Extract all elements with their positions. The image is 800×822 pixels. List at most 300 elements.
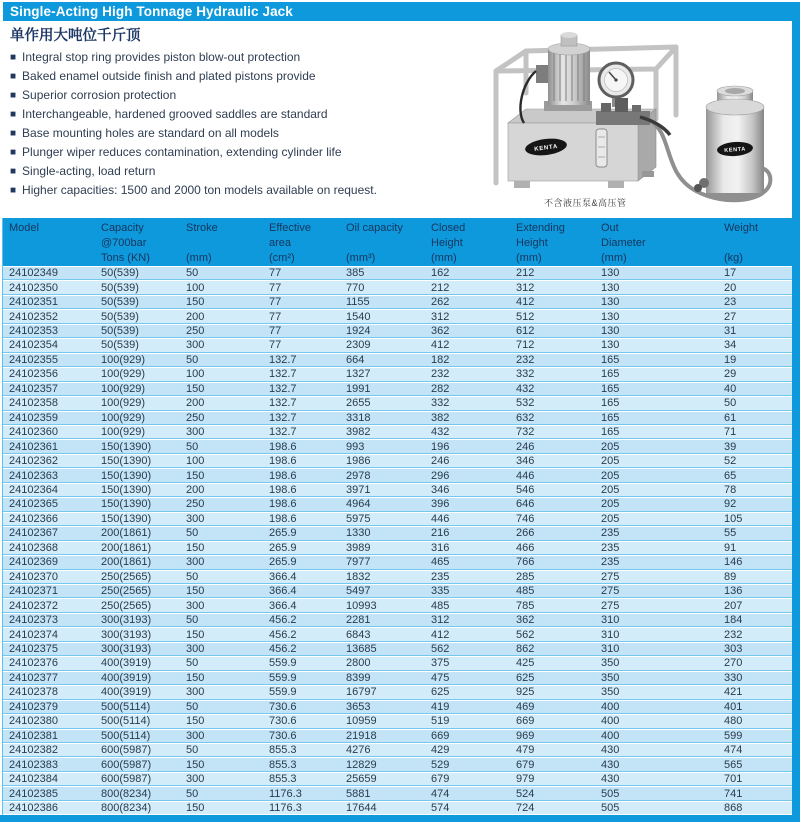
table-cell: 785 [516, 599, 535, 612]
table-cell: 200 [186, 310, 205, 323]
table-row [3, 497, 792, 511]
table-cell: 24102367 [9, 527, 58, 540]
table-cell: 205 [601, 498, 620, 511]
table-cell: 664 [346, 353, 365, 366]
table-cell: 430 [601, 758, 620, 771]
table-cell: 396 [431, 498, 450, 511]
table-cell: 24102362 [9, 455, 58, 468]
table-cell: 421 [724, 686, 743, 699]
table-cell: 17644 [346, 801, 377, 814]
table-cell: 475 [431, 671, 450, 684]
table-cell: 132.7 [269, 426, 297, 439]
table-cell: 1155 [346, 296, 370, 309]
table-cell: 24102369 [9, 556, 58, 569]
table-cell: 100(929) [101, 353, 146, 366]
table-cell: 184 [724, 614, 743, 627]
table-cell: 50 [724, 397, 737, 410]
table-cell: 24102363 [9, 469, 58, 482]
table-cell: 300 [186, 773, 205, 786]
table-cell: 235 [601, 527, 620, 540]
column-header: Out Diameter (mm) [601, 222, 646, 264]
table-cell: 855.3 [269, 758, 297, 771]
table-cell: 24102383 [9, 758, 58, 771]
feature-text: Superior corrosion protection [22, 88, 177, 102]
table-cell: 165 [601, 353, 620, 366]
table-cell: 50(539) [101, 296, 139, 309]
table-cell: 205 [601, 469, 620, 482]
table-cell: 275 [601, 570, 620, 583]
table-cell: 77 [269, 339, 282, 352]
table-cell: 24102385 [9, 787, 58, 800]
table-cell: 150 [186, 758, 205, 771]
table-cell: 50(539) [101, 310, 139, 323]
table-cell: 5975 [346, 512, 371, 525]
table-cell: 632 [516, 411, 535, 424]
table-cell: 669 [431, 729, 450, 742]
table-cell: 400(3919) [101, 686, 152, 699]
image-caption: 不含液压泵&高压管 [544, 198, 627, 208]
table-row [3, 627, 792, 641]
table-cell: 198.6 [269, 440, 297, 453]
table-cell: 2978 [346, 469, 371, 482]
table-cell: 24102377 [9, 671, 58, 684]
table-cell: 310 [601, 614, 620, 627]
table-cell: 77 [269, 267, 282, 280]
table-cell: 12829 [346, 758, 377, 771]
column-header: Closed Height (mm) [431, 222, 466, 264]
table-cell: 200 [186, 484, 205, 497]
table-cell: 200(1861) [101, 556, 152, 569]
table-cell: 574 [431, 801, 450, 814]
table-cell: 50 [186, 787, 199, 800]
table-row [3, 801, 792, 815]
table-cell: 105 [724, 512, 743, 525]
table-cell: 24102366 [9, 512, 58, 525]
table-cell: 6843 [346, 628, 371, 641]
chinese-subtitle: 单作用大吨位千斤顶 [10, 28, 141, 44]
table-cell: 300 [186, 339, 205, 352]
table-row [3, 729, 792, 743]
table-cell: 600(5987) [101, 758, 152, 771]
bullet-square-icon: ■ [10, 71, 17, 82]
table-cell: 3971 [346, 484, 371, 497]
table-cell: 466 [516, 541, 535, 554]
table-cell: 150(1390) [101, 512, 152, 525]
table-cell: 207 [724, 599, 743, 612]
column-header: Oil capacity (mm³) [346, 222, 403, 264]
table-cell: 724 [516, 801, 535, 814]
table-cell: 78 [724, 484, 737, 497]
table-cell: 24102357 [9, 382, 58, 395]
table-cell: 24102376 [9, 657, 58, 670]
table-cell: 130 [601, 296, 620, 309]
table-cell: 24102384 [9, 773, 58, 786]
table-cell: 3653 [346, 700, 371, 713]
table-cell: 50 [186, 440, 199, 453]
table-cell: 92 [724, 498, 737, 511]
table-row [3, 295, 792, 309]
table-cell: 3318 [346, 411, 371, 424]
table-row [3, 439, 792, 453]
table-cell: 24102354 [9, 339, 58, 352]
table-cell: 855.3 [269, 773, 297, 786]
table-cell: 250(2565) [101, 599, 152, 612]
table-cell: 419 [431, 700, 450, 713]
table-cell: 505 [601, 787, 620, 800]
table-cell: 24102356 [9, 368, 58, 381]
table-cell: 969 [516, 729, 535, 742]
table-cell: 382 [431, 411, 450, 424]
table-cell: 17 [724, 267, 737, 280]
table-cell: 132.7 [269, 382, 297, 395]
bullet-square-icon: ■ [10, 109, 17, 120]
table-cell: 512 [516, 310, 535, 323]
table-cell: 346 [516, 455, 535, 468]
table-cell: 24102359 [9, 411, 58, 424]
table-cell: 430 [601, 773, 620, 786]
table-cell: 559.9 [269, 686, 297, 699]
table-header-row [3, 218, 792, 266]
table-cell: 150(1390) [101, 440, 152, 453]
column-header: Effective area (cm²) [269, 222, 311, 264]
table-cell: 50 [186, 353, 199, 366]
table-cell: 182 [431, 353, 450, 366]
table-row [3, 671, 792, 685]
table-cell: 2281 [346, 614, 371, 627]
table-cell: 303 [724, 643, 743, 655]
table-cell: 565 [724, 758, 743, 771]
table-row [3, 382, 792, 396]
table-cell: 24102370 [9, 570, 58, 583]
table-cell: 8399 [346, 671, 371, 684]
table-cell: 132.7 [269, 353, 297, 366]
table-row [3, 700, 792, 714]
table-cell: 232 [724, 628, 743, 641]
table-cell: 296 [431, 469, 450, 482]
table-cell: 150(1390) [101, 484, 152, 497]
table-cell: 165 [601, 368, 620, 381]
table-cell: 130 [601, 310, 620, 323]
table-cell: 1986 [346, 455, 371, 468]
table-cell: 212 [431, 281, 450, 294]
table-cell: 146 [724, 556, 743, 569]
table-cell: 150(1390) [101, 455, 152, 468]
table-cell: 24102380 [9, 715, 58, 728]
table-cell: 150(1390) [101, 498, 152, 511]
table-cell: 232 [516, 353, 535, 366]
table-cell: 3982 [346, 426, 371, 439]
table-cell: 625 [431, 686, 450, 699]
table-row [3, 526, 792, 540]
table-cell: 24102352 [9, 310, 58, 323]
table-cell: 19 [724, 353, 737, 366]
table-cell: 465 [431, 556, 450, 569]
table-cell: 679 [516, 758, 535, 771]
table-cell: 77 [269, 325, 282, 338]
table-cell: 150(1390) [101, 469, 152, 482]
table-cell: 401 [724, 700, 743, 713]
table-cell: 24102365 [9, 498, 58, 511]
table-cell: 412 [431, 628, 450, 641]
table-cell: 250 [186, 325, 205, 338]
product-figure [468, 23, 790, 217]
column-header: Extending Height (mm) [516, 222, 565, 264]
table-cell: 205 [601, 455, 620, 468]
table-cell: 100 [186, 281, 205, 294]
table-cell: 350 [601, 686, 620, 699]
table-cell: 3989 [346, 541, 371, 554]
table-cell: 212 [516, 267, 535, 280]
table-row [3, 483, 792, 497]
table-cell: 746 [516, 512, 535, 525]
table-cell: 23 [724, 296, 737, 309]
table-cell: 100 [186, 455, 205, 468]
table-cell: 77 [269, 310, 282, 323]
table-cell: 335 [431, 585, 450, 598]
table-row [3, 411, 792, 425]
table-cell: 712 [516, 339, 535, 352]
bullet-square-icon: ■ [10, 52, 17, 63]
table-cell: 1176.3 [269, 787, 302, 800]
table-cell: 250 [186, 411, 205, 424]
table-cell: 40 [724, 382, 737, 395]
table-cell: 1924 [346, 325, 371, 338]
table-cell: 800(8234) [101, 801, 152, 814]
table-cell: 50(539) [101, 281, 139, 294]
table-row [3, 425, 792, 439]
table-cell: 100(929) [101, 426, 146, 439]
table-cell: 205 [601, 440, 620, 453]
table-cell: 485 [516, 585, 535, 598]
table-cell: 165 [601, 397, 620, 410]
table-cell: 1832 [346, 570, 371, 583]
table-cell: 366.4 [269, 585, 297, 598]
bullet-square-icon: ■ [10, 166, 17, 177]
table-cell: 165 [601, 426, 620, 439]
table-cell: 300 [186, 643, 205, 655]
table-cell: 485 [431, 599, 450, 612]
table-cell: 24102371 [9, 585, 58, 598]
table-cell: 100(929) [101, 411, 146, 424]
table-cell: 24102379 [9, 700, 58, 713]
table-cell: 599 [724, 729, 743, 742]
table-cell: 150 [186, 541, 205, 554]
table-cell: 50 [186, 267, 199, 280]
table-cell: 505 [601, 801, 620, 814]
table-cell: 500(5114) [101, 700, 151, 713]
table-cell: 130 [601, 325, 620, 338]
table-cell: 546 [516, 484, 535, 497]
table-cell: 2655 [346, 397, 371, 410]
table-cell: 24102378 [9, 686, 58, 699]
table-cell: 868 [724, 801, 743, 814]
table-cell: 262 [431, 296, 450, 309]
table-cell: 346 [431, 484, 450, 497]
table-cell: 150 [186, 801, 205, 814]
table-cell: 200(1861) [101, 527, 152, 540]
svg-text:KENTA: KENTA [534, 143, 559, 153]
feature-text: Integral stop ring provides piston blow-out protection [22, 50, 301, 64]
table-cell: 24102358 [9, 397, 58, 410]
table-cell: 24102372 [9, 599, 58, 612]
feature-text: Plunger wiper reduces contamination, extending cylinder life [22, 145, 342, 159]
table-row [3, 570, 792, 584]
table-cell: 24102350 [9, 281, 58, 294]
bullet-square-icon: ■ [10, 185, 17, 196]
frame-right-strip [792, 2, 800, 822]
table-cell: 2800 [346, 657, 371, 670]
table-body [3, 266, 792, 815]
table-cell: 100(929) [101, 397, 146, 410]
table-row [3, 353, 792, 367]
table-cell: 200(1861) [101, 541, 152, 554]
table-row [3, 743, 792, 757]
table-cell: 275 [601, 599, 620, 612]
table-cell: 332 [431, 397, 450, 410]
column-header: Capacity @700bar Tons (KN) [101, 222, 150, 264]
table-row [3, 512, 792, 526]
table-cell: 300 [186, 556, 205, 569]
table-row [3, 786, 792, 800]
table-cell: 25659 [346, 773, 377, 786]
table-cell: 16797 [346, 686, 377, 699]
table-cell: 266 [516, 527, 535, 540]
table-cell: 24102373 [9, 614, 58, 627]
table-cell: 330 [724, 671, 743, 684]
table-cell: 1330 [346, 527, 371, 540]
column-header: Model [9, 222, 39, 234]
table-cell: 132.7 [269, 397, 297, 410]
table-cell: 52 [724, 455, 737, 468]
table-cell: 532 [516, 397, 535, 410]
table-cell: 456.2 [269, 614, 297, 627]
table-cell: 50 [186, 527, 199, 540]
table-cell: 366.4 [269, 599, 297, 612]
table-cell: 265.9 [269, 527, 297, 540]
table-cell: 50(539) [101, 267, 139, 280]
table-cell: 669 [516, 715, 535, 728]
table-cell: 150 [186, 671, 205, 684]
table-cell: 7977 [346, 556, 371, 569]
column-header: Stroke (mm) [186, 222, 218, 264]
table-cell: 350 [601, 671, 620, 684]
table-row [3, 757, 792, 771]
table-cell: 24102374 [9, 628, 58, 641]
table-cell: 77 [269, 281, 282, 294]
table-cell: 130 [601, 267, 620, 280]
table-cell: 50 [186, 570, 199, 583]
table-cell: 246 [516, 440, 535, 453]
table-cell: 50 [186, 744, 199, 757]
table-cell: 130 [601, 281, 620, 294]
table-cell: 24102364 [9, 484, 58, 497]
table-cell: 132.7 [269, 368, 297, 381]
table-cell: 150 [186, 715, 205, 728]
table-cell: 529 [431, 758, 450, 771]
table-cell: 862 [516, 643, 535, 655]
table-cell: 34 [724, 339, 737, 352]
table-cell: 300 [186, 686, 205, 699]
table-cell: 600(5987) [101, 744, 152, 757]
table-cell: 205 [601, 484, 620, 497]
table-cell: 39 [724, 440, 737, 453]
table-row [3, 714, 792, 728]
table-cell: 474 [724, 744, 743, 757]
table-cell: 150 [186, 469, 205, 482]
table-cell: 519 [431, 715, 450, 728]
table-cell: 312 [516, 281, 535, 294]
column-header: Weight (kg) [724, 222, 759, 264]
table-cell: 265.9 [269, 556, 297, 569]
table-cell: 205 [601, 512, 620, 525]
table-cell: 4964 [346, 498, 371, 511]
table-row [3, 454, 792, 468]
table-cell: 362 [516, 614, 535, 627]
table-cell: 29 [724, 368, 737, 381]
table-cell: 50 [186, 700, 199, 713]
table-cell: 20 [724, 281, 737, 294]
table-cell: 132.7 [269, 411, 297, 424]
table-cell: 400(3919) [101, 671, 152, 684]
table-row [3, 685, 792, 699]
table-row [3, 396, 792, 410]
feature-text: Higher capacities: 1500 and 2000 ton models available on request. [22, 183, 377, 197]
table-cell: 24102351 [9, 296, 58, 309]
table-cell: 91 [724, 541, 737, 554]
table-cell: 235 [601, 556, 620, 569]
table-cell: 50(539) [101, 339, 139, 352]
table-row [3, 338, 792, 352]
table-cell: 412 [516, 296, 535, 309]
bullet-square-icon: ■ [10, 147, 17, 158]
table-cell: 375 [431, 657, 450, 670]
table-cell: 474 [431, 787, 450, 800]
table-cell: 766 [516, 556, 535, 569]
table-cell: 270 [724, 657, 743, 670]
table-cell: 150 [186, 296, 205, 309]
table-cell: 559.9 [269, 657, 297, 670]
table-cell: 730.6 [269, 700, 297, 713]
bullet-square-icon: ■ [10, 128, 17, 139]
table-cell: 701 [724, 773, 743, 786]
table-cell: 300 [186, 729, 205, 742]
table-cell: 5881 [346, 787, 371, 800]
table-cell: 5497 [346, 585, 371, 598]
table-cell: 250(2565) [101, 585, 152, 598]
table-cell: 130 [601, 339, 620, 352]
table-cell: 400 [601, 715, 620, 728]
table-cell: 198.6 [269, 469, 297, 482]
table-cell: 10959 [346, 715, 377, 728]
table-cell: 366.4 [269, 570, 297, 583]
table-row [3, 613, 792, 627]
product-photo [468, 23, 790, 213]
table-cell: 562 [516, 628, 535, 641]
table-row [3, 772, 792, 786]
table-cell: 21918 [346, 729, 377, 742]
table-cell: 24102368 [9, 541, 58, 554]
table-cell: 300 [186, 599, 205, 612]
table-cell: 979 [516, 773, 535, 786]
table-cell: 250(2565) [101, 570, 152, 583]
feature-text: Single-acting, load return [22, 164, 156, 178]
table-cell: 165 [601, 411, 620, 424]
table-cell: 100(929) [101, 382, 146, 395]
table-row [3, 309, 792, 323]
table-cell: 730.6 [269, 729, 297, 742]
table-cell: 316 [431, 541, 450, 554]
brand-logo: KENTA [724, 146, 747, 154]
